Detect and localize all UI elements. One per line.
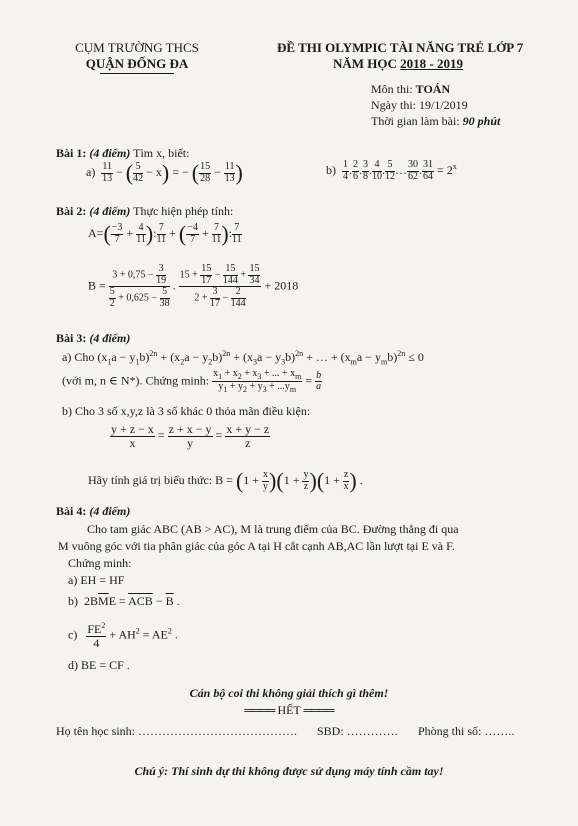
sbd-field: SBD: ………….: [317, 724, 398, 738]
bai3-a-condition: a) Cho $(x_1a - y_1b)^{2n} + (x_2a - y_2b)^{2n} + (x_3a - y_3b)^{2n}$ + … + $(x_ma - y_mb)^{2n} \le 0$: [62, 349, 424, 367]
school-cluster: CỤM TRƯỜNG THCS: [75, 40, 199, 55]
room-field: Phòng thi số: ……..: [418, 724, 515, 738]
bai4-c: c) $\frac{FE^2}{4}$ + $AH^2 = AE^2$ .: [68, 621, 178, 650]
bai3-b-text: b) Cho 3 số x,y,z là 3 số khác 0 thỏa mãn điều kiện:: [62, 404, 311, 418]
exam-title: ĐỀ THI OLYMPIC TÀI NĂNG TRẺ LỚP 7: [277, 40, 524, 55]
bai3-b-condition: $\frac{y + z - x}{x}$ = $\frac{z + x - y}{y}$ = $\frac{x + y - z}{z}$: [111, 422, 270, 450]
bai2-expression-b: B = 3 + 0,75 − $\frac{3}{19}$ $\frac{5}{2}$ + 0,625 − $\frac{5}{38}$ . 15 + $\frac{15}{17}$ − $\frac{15}{144}$ + $\frac{15}{34}$ 2 + $\frac{3}{17}$ − $\frac{2}{144}$ + 2018: [88, 263, 299, 309]
bai4-d: d) BE = CF .: [68, 658, 130, 672]
bai1-b: b) $\frac{1}{4}$ . $\frac{2}{6}$ . $\frac{3}{8}$ . $\frac{4}{10}$ . $\frac{5}{12}$ … $\frac{30}{62}$ . $\frac{31}{64}$ = $2^x$: [326, 159, 457, 182]
end-mark: ════ HẾT ════: [244, 703, 334, 717]
bai3-a-prove: (với m, n ∈ N*). Chứng minh: $\frac{x_1 + x_2 + x_3 + ... + x_m}{y_1 + y_2 + y_3 + ...y_m}$ = $\frac{b}{a}$: [62, 368, 322, 395]
subject: Môn thi: TOÁN: [371, 82, 451, 96]
bai4-line1: Cho tam giác ABC (AB > AC), M là trung điểm của BC. Đường thẳng đi qua: [87, 522, 459, 536]
bai3-b-compute: Hãy tính giá trị biểu thức: B = (1 + $\frac{x}{y}$ )(1 + $\frac{y}{z}$ )(1 + $\frac{z}{x}$ ) .: [88, 468, 363, 493]
exam-duration: Thời gian làm bài: 90 phút: [371, 114, 501, 128]
bai3-heading: Bài 3: (4 điểm): [56, 331, 131, 345]
student-name-field: Họ tên học sinh: ………………………………….: [56, 724, 297, 738]
bai4-b: b) $2B\overline{M}E = \overline{ACB} - \overline{B}$ .: [68, 594, 180, 608]
bai4-heading: Bài 4: (4 điểm): [56, 504, 131, 518]
district-name: QUẬN ĐỐNG ĐA: [85, 56, 189, 71]
bai2-heading: Bài 2: (4 điểm) Thực hiện phép tính:: [56, 204, 234, 218]
bai4-prove: Chứng minh:: [68, 556, 132, 570]
exam-date: Ngày thi: 19/1/2019: [371, 98, 468, 112]
bai1-a: a) $\frac{11}{13}$ − ( $\frac{5}{42}$ − x) = − ( $\frac{15}{28}$ − $\frac{11}{13}$ ): [86, 160, 243, 185]
proctor-note: Cán bộ coi thi không giải thích gì thêm!: [189, 686, 389, 700]
bai4-a: a) EH = HF: [68, 573, 125, 587]
bai2-expression-a: A=( $\frac{-3}{7}$ + $\frac{4}{11}$ ): $\frac{7}{11}$ + ( $\frac{-4}{7}$ + $\frac{7}{11}$ ): $\frac{7}{11}$: [88, 221, 242, 246]
school-year: NĂM HỌC 2018 - 2019: [333, 56, 464, 71]
bai1-heading: Bài 1: (4 điểm) Tìm x, biết:: [56, 146, 190, 160]
calculator-warning: Chú ý: Thí sinh dự thi không được sử dụng máy tính cầm tay!: [134, 764, 444, 778]
bai4-line2: M vuông góc với tia phân giác của góc A tại H cắt cạnh AB,AC lần lượt tại E và F.: [58, 539, 455, 553]
